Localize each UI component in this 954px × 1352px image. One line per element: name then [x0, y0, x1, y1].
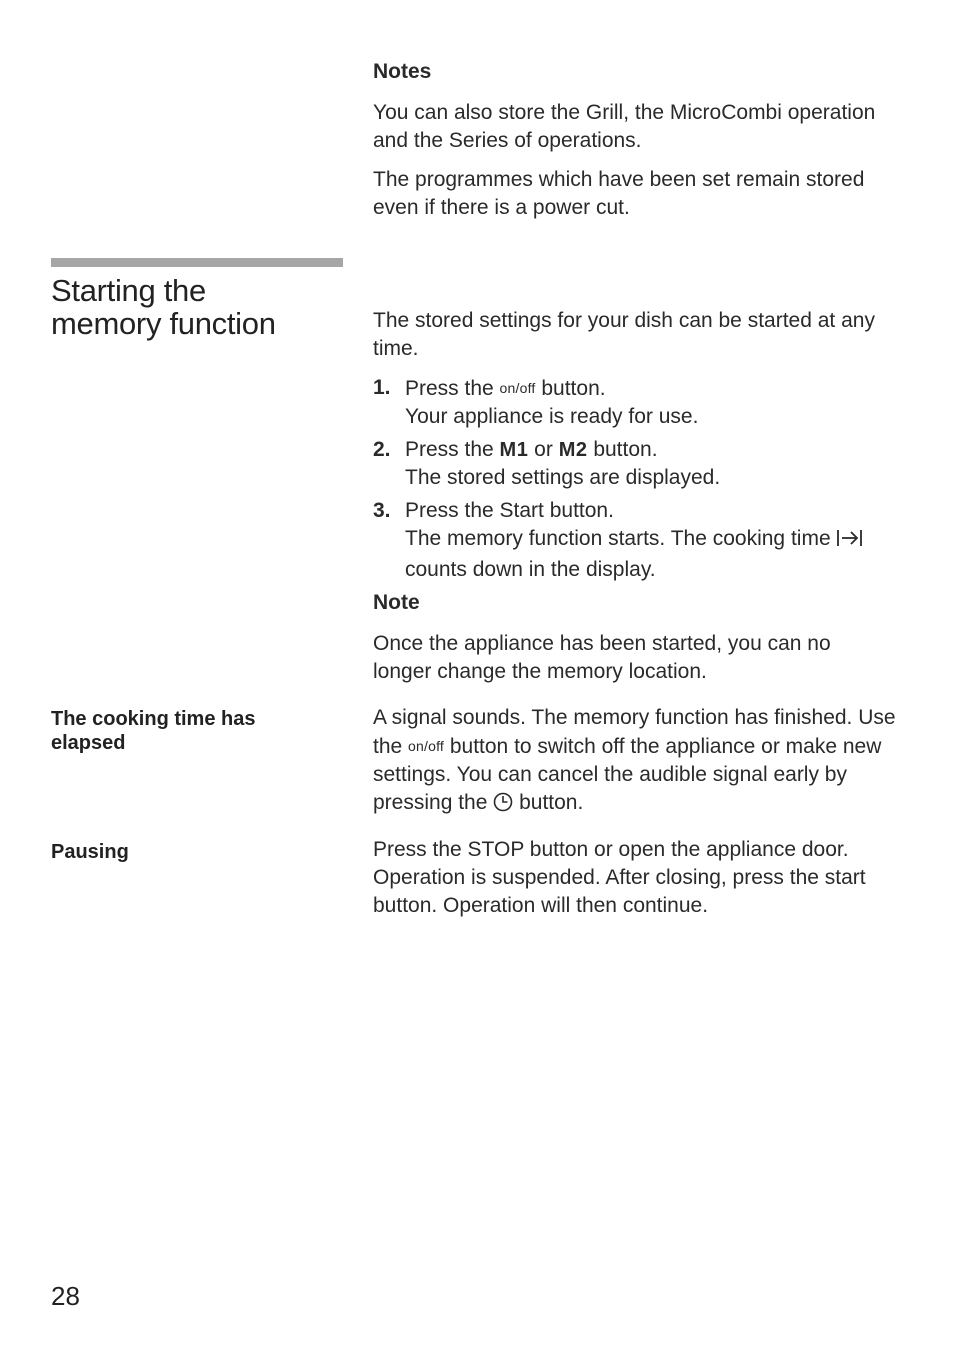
page-number: 28 [51, 1281, 80, 1311]
step-number: 3. [373, 499, 391, 522]
step-result: The memory function starts. The cooking time counts down in the display. [405, 525, 913, 584]
step-result: Your appliance is ready for use. [405, 405, 699, 428]
steps-list [373, 374, 913, 589]
step-result: The stored settings are displayed. [405, 466, 721, 489]
notes-paragraph-2: The programmes which have been set remain stored even if there is a power cut. [373, 168, 865, 219]
notes-paragraph-1: You can also store the Grill, the MicroCombi operation and the Series of operations. [373, 101, 876, 152]
on-off-key: on/off [499, 380, 536, 396]
clock-icon [493, 792, 513, 820]
step-1 [373, 374, 913, 431]
step-instruction: Press the on/off button. [405, 377, 606, 400]
section-title-line-1: Starting the [51, 273, 206, 308]
step-instruction: Press the Start button. [405, 499, 614, 522]
cooking-elapsed-label: The cooking time has elapsed [51, 708, 256, 754]
step-number: 1. [373, 376, 391, 399]
note-heading: Note [373, 591, 420, 614]
on-off-key: on/off [408, 738, 445, 754]
step-3 [373, 497, 913, 584]
m2-key: M2 [558, 439, 588, 461]
step-number: 2. [373, 438, 391, 461]
note-text: Once the appliance has been started, you can no longer change the memory location. [373, 632, 831, 683]
notes-heading: Notes [373, 60, 432, 83]
section-title-line-2: memory function [51, 306, 276, 341]
section-intro: The stored settings for your dish can be started at any time. [373, 309, 875, 360]
pausing-label: Pausing [51, 841, 129, 863]
pausing-text: Press the STOP button or open the appliance door. Operation is suspended. After closing, press the start button. Operation will then continue. [373, 838, 866, 917]
m1-key: M1 [499, 439, 529, 461]
cooking-elapsed-text: A signal sounds. The memory function has finished. Use the on/off button to switch off the appliance or make new settings. You can cancel the audible signal early by pressing the button. [373, 704, 913, 820]
section-rule [51, 258, 343, 267]
step-instruction: Press the M1 or M2 button. [405, 438, 658, 461]
step-2 [373, 436, 913, 492]
cooking-time-icon [836, 528, 864, 556]
section-title [51, 274, 351, 340]
